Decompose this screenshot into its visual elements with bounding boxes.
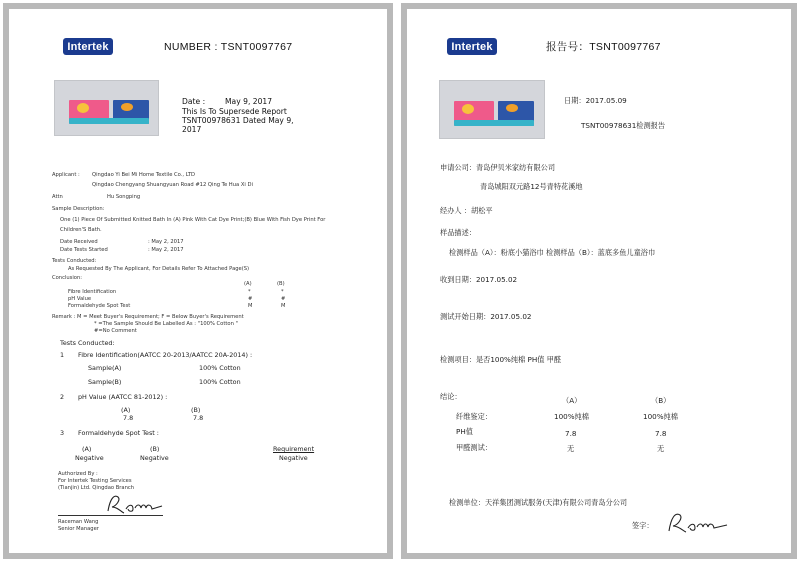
test-1-sample-b: Sample(B) (88, 378, 122, 386)
supersede-line-2: TSNT00978631 Dated May 9, (182, 116, 294, 125)
result-row-b-cn: 无 (657, 444, 665, 453)
result-row-b-cn: 7.8 (655, 429, 667, 438)
test-1-sample-b-value: 100% Cotton (199, 378, 241, 386)
result-row-a-cn: 7.8 (565, 429, 577, 438)
test-1-number: 1 (60, 351, 65, 359)
date-received-value: : May 2, 2017 (148, 239, 184, 245)
sample-description-2: Children'S Bath. (60, 227, 102, 233)
sample-description-label: Sample Description: (52, 206, 105, 212)
test-2-number: 2 (60, 393, 65, 401)
tests-conducted-label: Tests Conducted: (52, 258, 97, 264)
result-row-label-cn: 纤维鉴定： (456, 412, 492, 421)
authorized-branch: (Tianjin) Ltd. Qingdao Branch (58, 485, 134, 491)
sample-desc-cn: 检测样品（A）：粉底小猫浴巾 检测样品（B）：蓝底多鱼儿童浴巾 (449, 248, 656, 257)
test-1-title: Fibre Identification(AATCC 20-2013/AATCC 20A-2014) : (78, 351, 253, 359)
conclusion-col-a: (A) (244, 281, 252, 287)
test-3-requirement-value: Negative (279, 454, 308, 462)
authorized-by: Authorized By : (58, 471, 98, 477)
started-cn: 测试开始日期：2017.05.02 (440, 312, 532, 321)
received-cn: 收到日期：2017.05.02 (440, 275, 518, 284)
signature-left (104, 491, 166, 517)
test-3-title: Formaldehyde Spot Test : (78, 429, 159, 437)
towel-stripe (454, 120, 534, 126)
conclusion-row-a: * (248, 289, 251, 295)
test-2-b-value: 7.8 (193, 414, 204, 422)
testing-lab-cn: 检测单位：天祥集团测试服务(天津)有限公司青岛分公司 (449, 498, 628, 507)
date-received-label: Date Received (60, 239, 98, 245)
test-3-b-value: Negative (140, 454, 169, 462)
supersede-line-1: This Is To Supersede Report (182, 107, 287, 116)
result-row-a-cn: 无 (567, 444, 575, 453)
date-cn: 日期：2017.05.09 (564, 96, 627, 105)
conclusion-row-a: # (248, 296, 253, 302)
conclusion-col-b: (B) (277, 281, 285, 287)
conclusion-row-label: Fibre Identification (68, 289, 117, 295)
remark-line-2: * =The Sample Should Be Labelled As : "100% Cotton " (94, 321, 238, 327)
towel-fish-print (121, 103, 133, 111)
towel-stripe (69, 118, 149, 124)
applicant-name: Qingdao Yi Bei Mi Home Textile Co., LTD (92, 172, 196, 178)
agent-cn: 经办人 ：胡松平 (440, 206, 493, 215)
date-started-label: Date Tests Started (60, 247, 108, 253)
intertek-logo: Intertek (447, 38, 497, 55)
signature-right (665, 509, 731, 537)
conclusion-col-b-cn: （B） (651, 396, 671, 405)
sample-photo (54, 80, 159, 136)
sample-description-1: One (1) Piece Of Submitted Knitted Bath In (A) Pink With Cat Dye Print;(B) Blue With Fish Dye Print For (60, 217, 326, 223)
signer-title: Senior Manager (58, 526, 99, 532)
authorized-company: For Intertek Testing Services (58, 478, 132, 484)
report-number-cn: 报告号：TSNT0097767 (546, 41, 661, 53)
result-row-a-cn: 100%纯棉 (554, 412, 589, 421)
address-cn: 青岛城阳双元路12号青特花溪地 (480, 182, 583, 191)
date-value: May 9, 2017 (225, 97, 273, 106)
towel-cat-print (77, 103, 89, 113)
right-page (407, 9, 791, 553)
test-2-col-a: (A) (121, 406, 131, 414)
signature-label-cn: 签字： (632, 521, 654, 530)
left-page (9, 9, 387, 553)
sample-photo (439, 80, 545, 139)
sample-desc-label-cn: 样品描述： (440, 228, 476, 237)
test-3-number: 3 (60, 429, 65, 437)
date-label: Date : (182, 97, 206, 106)
conclusion-row-a: M (248, 303, 253, 309)
conclusion-row-b: M (281, 303, 286, 309)
intertek-logo: Intertek (63, 38, 113, 55)
date-started-value: : May 2, 2017 (148, 247, 184, 253)
signer-name: Raceman Wang (58, 519, 99, 525)
conclusion-label: Conclusion: (52, 275, 83, 281)
attn-value: Hu Songping (107, 194, 141, 200)
signature-line (58, 515, 163, 516)
report-number: NUMBER : TSNT0097767 (164, 41, 293, 53)
applicant-address: Qingdao Chengyang Shuangyuan Road #12 Qing Te Hua Xi Di (92, 182, 253, 188)
remark-line-3: #=No Comment (94, 328, 137, 334)
report-ref-cn: TSNT00978631检测报告 (581, 121, 666, 130)
test-2-col-b: (B) (191, 406, 201, 414)
conclusion-label-cn: 结论： (440, 392, 462, 401)
test-1-sample-a: Sample(A) (88, 364, 122, 372)
test-1-sample-a-value: 100% Cotton (199, 364, 241, 372)
test-3-col-b: (B) (150, 445, 160, 453)
supersede-line-3: 2017 (182, 125, 202, 134)
conclusion-row-label: pH Value (68, 296, 92, 302)
test-3-requirement: Requirement (273, 445, 315, 453)
conclusion-row-b: * (281, 289, 284, 295)
result-row-label-cn: PH值 (456, 427, 473, 436)
test-2-a-value: 7.8 (123, 414, 134, 422)
towel-cat-print (462, 104, 474, 114)
attn-label: Attn (52, 194, 63, 200)
conclusion-col-a-cn: （A） (562, 396, 582, 405)
test-3-a-value: Negative (75, 454, 104, 462)
towel-fish-print (506, 104, 518, 112)
result-row-label-cn: 甲醛测试： (456, 443, 492, 452)
conclusion-row-label: Formaldehyde Spot Test (68, 303, 131, 309)
test-items-cn: 检测项目：是否100%纯棉 PH值 甲醛 (440, 355, 562, 364)
tests-conducted-value: As Requested By The Applicant, For Details Refer To Attached Page(S) (68, 266, 250, 272)
tests-conducted-heading: Tests Conducted: (60, 339, 115, 347)
applicant-label: Applicant : (52, 172, 80, 178)
remark-line-1: Remark : M = Meet Buyer's Requirement; F = Below Buyer's Requirement (52, 314, 244, 320)
conclusion-row-b: # (281, 296, 286, 302)
test-2-title: pH Value (AATCC 81-2012) : (78, 393, 168, 401)
test-3-col-a: (A) (82, 445, 92, 453)
result-row-b-cn: 100%纯棉 (643, 412, 678, 421)
applicant-cn: 申请公司：青岛伊贝米家纺有限公司 (440, 163, 556, 172)
